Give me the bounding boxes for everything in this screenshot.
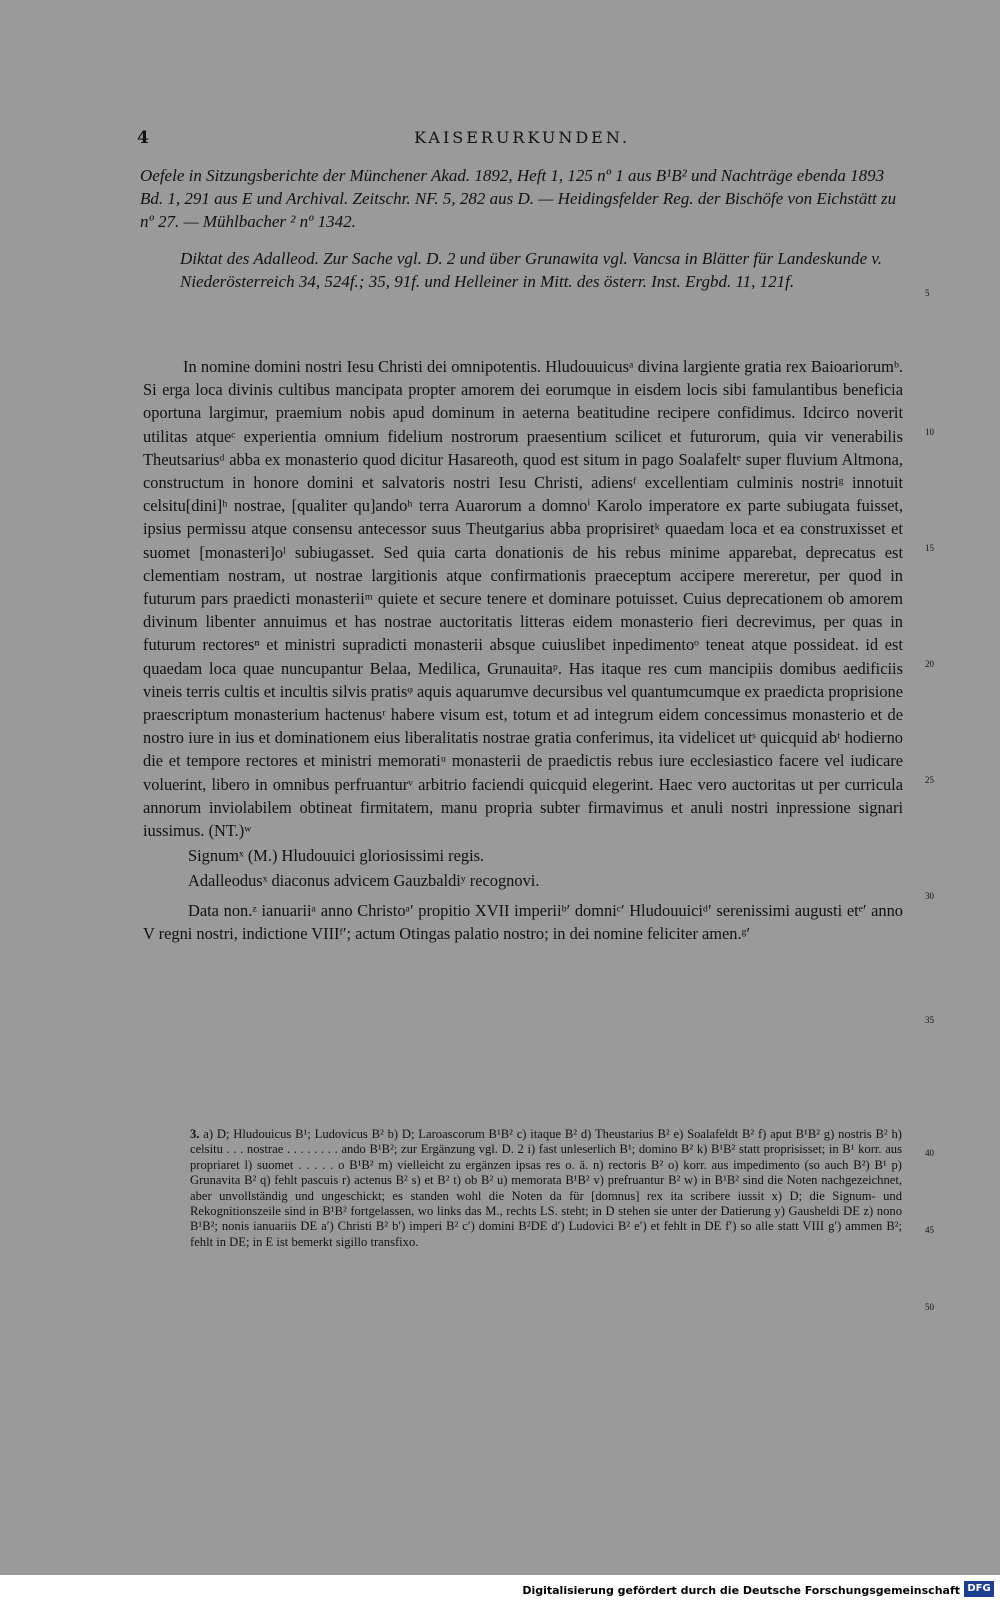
page-header	[137, 128, 907, 152]
margin-line-number: 35	[925, 1015, 934, 1025]
margin-line-number: 15	[925, 543, 934, 553]
charter-main-text: In nomine domini nostri Iesu Christi dei omnipotentis. Hludouuicusᵃ divina largiente gratia rex Baioariorumᵇ. Si erga loca divinis cultibus mancipata propter amorem dei eorumque in eisdem locis sibi famulantibus beneficia oportuna largimur, praemium nobis apud dominum in aeterna beatitudine recipere confidimus. Idcirco noverit utilitas atqueᶜ experientia omnium fidelium nostrorum praesentium scilicet et futurorum, quia vir venerabilis Theutsariusᵈ abba ex monasterio quod dicitur Hasareoth, quod est situm in pago Soalafeltᵉ super fluvium Altmona, constructum in honore domini et salvatoris nostri Iesu Christi, adiensᶠ excellentiam culminis nostriᵍ innotuit celsitu[dini]ʰ nostrae, [qualiter qu]andoʰ terra Auarorum a domnoⁱ Karolo imperatore ex parte subiugata fuisset, ipsius permissu atque consensu antecessor suus Theutgarius abba proprisiretᵏ quaedam loca et ea construxisset et suomet [monasteri]oˡ subiugasset. Sed quia carta donationis de his rebus minime apparebat, deprecatus est clementiam nostram, ut nostrae largitionis atque confirmationis praeceptum accipere mereretur, per quod in futurum pars praedicti monasteriiᵐ quiete et secure tenere et dominare potuisset. Cuius deprecationem ob amorem divinum libenter annuimus et has nostrae auctoritatis litteras eidem monasterio fieri decrevimus, per quas in futurum rectoresⁿ et ministri supradicti monasterii absque cuiuslibet inpedimentoᵒ teneat atque possideat. id est quaedam loca quae nuncupantur Belaa, Medilica, Grunauitaᵖ. Has itaque res cum mancipiis domibus aedificiis vineis terris cultis et incultis silvis pratisᵠ aquis aquarumve decursibus vel quantumcumque ex praedicta proprisione praescriptum monasterium hactenusʳ habere visum est, totum et ad integrum eidem concessimus monasterio et de nostro iure in ius et dominationem eius liberalitatis nostrae gratia conferimus, ita videlicet utˢ quicquid abᵗ hodierno die et tempore rectores et ministri memoratiᵘ monasterii de praedictis rebus iure ecclesiastico facere vel iudicare voluerint, libero in omnibus perfruanturᵛ arbitrio faciendi quicquid elegerint. Haec vero auctoritas ut per curricula annorum inviolabilem obtineat firmitatem, manu propria subter firmavimus et anuli nostri inpressione signari iussimus. (NT.)ʷ	[143, 357, 903, 841]
notes-number: 3.	[190, 1127, 200, 1141]
dating-clause: Data non.ᶻ ianuariiᵃ anno Christoᵃ′ propitio XVII imperiiᵇ′ domniᶜ′ Hludouuiciᵈ′ serenissimi augusti etᵉ′ anno V regni nostri, indictione VIIIᶠ′; actum Otingas palatio nostro; in dei nomine feliciter amen.ᵍ′	[143, 900, 903, 943]
margin-line-number: 30	[925, 891, 934, 901]
critical-apparatus	[190, 1127, 902, 1250]
notes-text: a) D; Hludouicus B¹; Ludovicus B² b) D; Laroascorum B¹B² c) itaque B² d) Theustarius B² e) Soalafeldt B² f) aput B¹B² g) nostris B² h) celsitu . . . nostrae . . . . . . . . ando B¹B²; zur Ergänzung vgl. D. 2 i) fast unleserlich B¹; domino B² k) B¹B² statt proprisisset; in B¹ korr. aus propriaret l) suomet . . . . . o B¹B² m) vielleicht zu ergänzen ipsas res o. ä. n) rectoris B² o) korr. aus impedimento (so auch B²) B¹ p) Grunavita B² q) fehlt pascuis r) actenus B² s) et B² t) ob B² u) memorata B¹B² v) prefruantur B² w) in B¹B² sind die Noten nachgezeichnet, aber unvollständig und ungeschickt; es standen wohl die Noten da für [domnus] rex ita scribere iussit x) D; die Signum- und Rekognitionszeile sind in B¹B² fortgelassen, wo links das M., rechts LS. steht; in D stehen sie unter der Datierung y) Gausheldi DE z) nono B¹B²; nonis ianuariis DE a′) Christi B² b′) imperi B² c′) domini B²DE d′) Ludovici B² e′) et fehlt in DE f′) so alle statt VIII g′) ammen B²; fehlt in DE; in E ist bemerkt sigillo transfixo.	[190, 1127, 902, 1249]
recognition-line: Adalleodusˣ diaconus advicem Gauzbaldiʸ recognovi.	[188, 871, 540, 891]
charter-text	[143, 355, 903, 945]
funding-note: Digitalisierung gefördert durch die Deutsche Forschungsgemeinschaft	[522, 1584, 960, 1597]
footer-bar	[0, 1575, 1000, 1603]
margin-line-number: 40	[925, 1148, 934, 1158]
margin-line-number: 45	[925, 1225, 934, 1235]
margin-line-number: 5	[925, 288, 930, 298]
intro-paragraph-diktat: Diktat des Adalleod. Zur Sache vgl. D. 2 und über Grunawita vgl. Vancsa in Blätter für Landeskunde v. Niederösterreich 34, 524f.; 35, 91f. und Helleiner in Mitt. des österr. Inst. Ergbd. 11, 121f.	[180, 249, 882, 291]
intro-paragraph-bibliography: Oefele in Sitzungsberichte der Münchener Akad. 1892, Heft 1, 125 nº 1 aus B¹B² und Nachträge ebenda 1893 Bd. 1, 291 aus E und Archival. Zeitschr. NF. 5, 282 aus D. — Heidingsfelder Reg. der Bischöfe von Eichstätt zu nº 27. — Mühlbacher ² nº 1342.	[140, 166, 897, 231]
margin-line-number: 10	[925, 427, 934, 437]
running-header: KAISERURKUNDEN.	[414, 128, 630, 147]
intro-block	[140, 164, 905, 293]
page-number: 4	[137, 128, 149, 148]
margin-line-number: 25	[925, 775, 934, 785]
dfg-logo-icon: DFG	[964, 1581, 994, 1597]
signum-line: Signumˣ (M.) Hludouuici gloriosissimi regis.	[188, 846, 485, 866]
margin-line-number: 50	[925, 1302, 934, 1312]
margin-line-number: 20	[925, 659, 934, 669]
